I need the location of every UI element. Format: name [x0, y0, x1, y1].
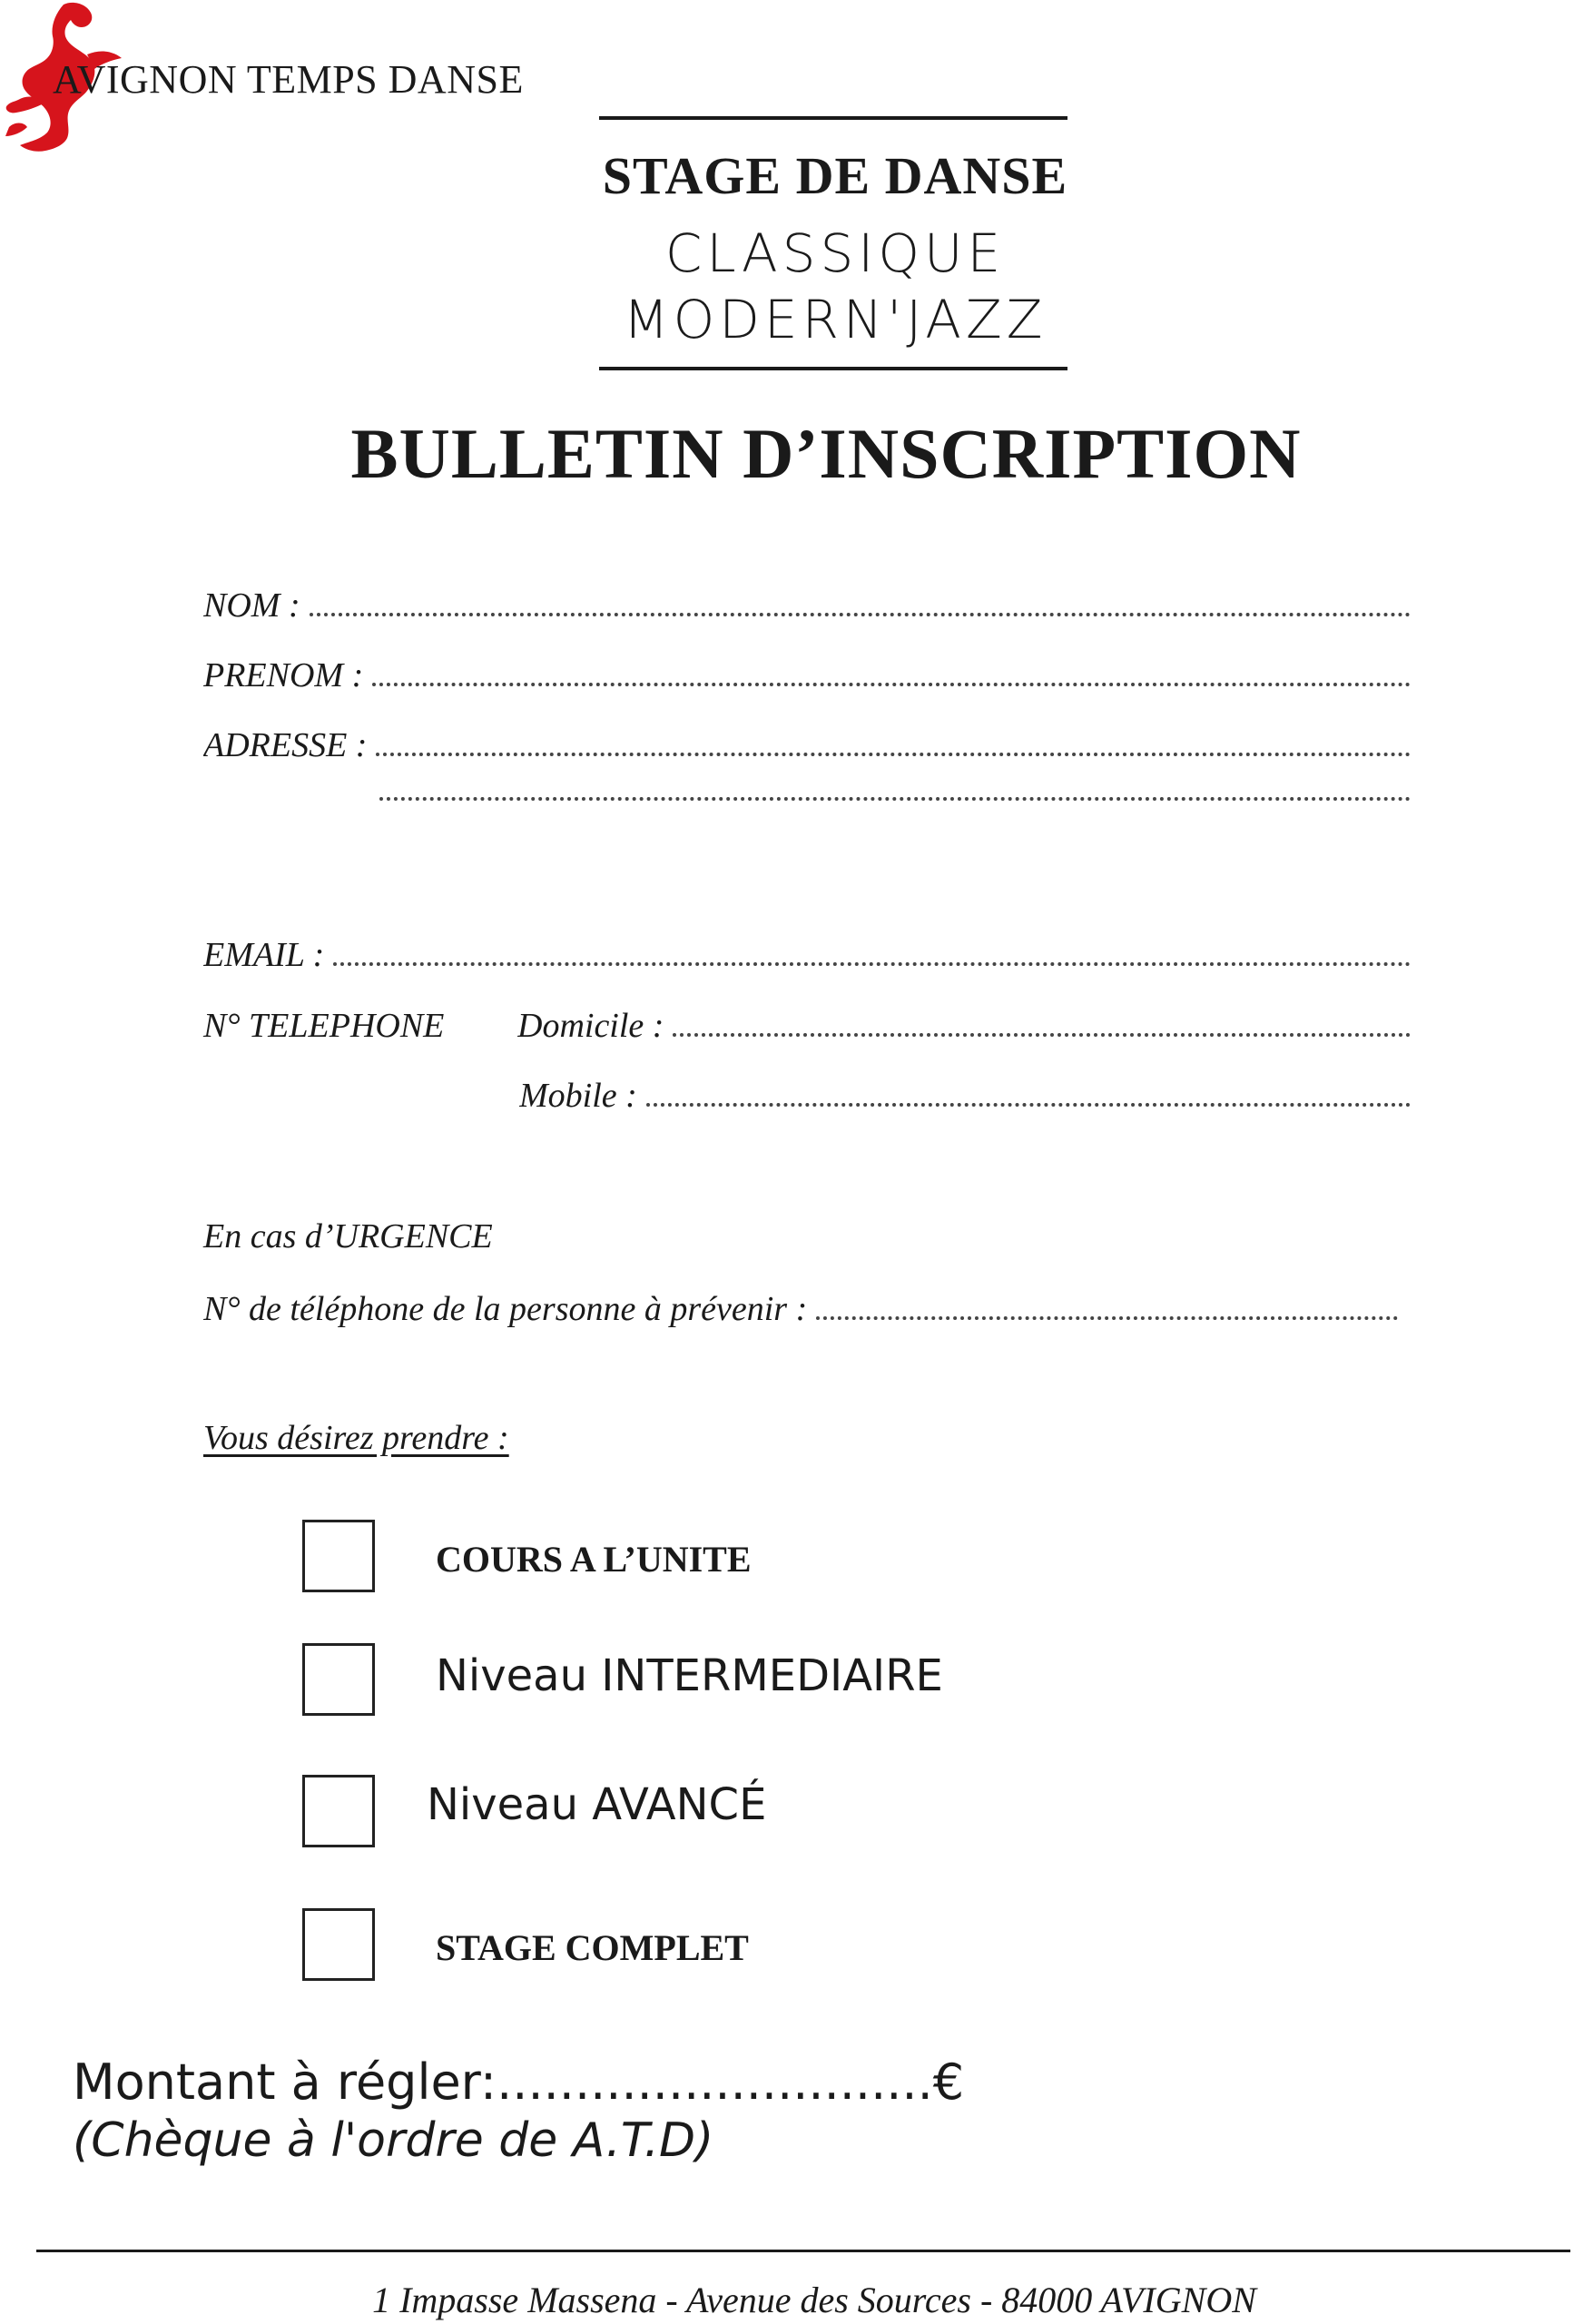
email-label: EMAIL : — [203, 936, 325, 974]
style-classique: CLASSIQUE — [664, 222, 1006, 284]
amount-label: Montant à régler: — [73, 2053, 497, 2111]
email-field[interactable] — [203, 935, 1411, 975]
header-top-rule — [599, 116, 1067, 120]
footer-address: 1 Impasse Massena - Avenue des Sources - 84000 AVIGNON — [372, 2280, 1256, 2320]
prenom-label: PRENOM : — [203, 656, 364, 694]
form-title: BULLETIN D’INSCRIPTION — [350, 414, 1302, 493]
prenom-field[interactable] — [203, 655, 1411, 695]
mobile-fill-line[interactable] — [646, 1101, 1411, 1107]
stage-complet-label: STAGE COMPLET — [436, 1927, 749, 1968]
adresse-line-2[interactable] — [379, 795, 1411, 806]
urgence-phone-fill-line[interactable] — [816, 1315, 1398, 1320]
nom-label: NOM : — [203, 586, 300, 625]
niveau-intermediaire-checkbox[interactable] — [302, 1643, 375, 1716]
cheque-note: (Chèque à l'ordre de A.T.D) — [73, 2113, 714, 2168]
urgence-phone-label: N° de téléphone de la personne à prévenir : — [203, 1290, 808, 1328]
amount-line[interactable] — [73, 2053, 964, 2111]
nom-field[interactable] — [203, 586, 1411, 625]
cours-unite-label: COURS A L’UNITE — [436, 1539, 752, 1580]
choice-prompt: Vous désirez prendre : — [203, 1419, 509, 1457]
currency-symbol: € — [932, 2053, 965, 2111]
header-bottom-rule — [599, 367, 1067, 370]
style-modern-jazz: MODERN'JAZZ — [623, 289, 1048, 350]
mobile-label: Mobile : — [519, 1077, 637, 1115]
cours-unite-checkbox[interactable] — [302, 1520, 375, 1592]
adresse-fill-line-2[interactable] — [379, 795, 1411, 801]
adresse-fill-line[interactable] — [376, 751, 1411, 756]
adresse-field[interactable] — [203, 725, 1411, 765]
brand-name: AVIGNON TEMPS DANSE — [53, 57, 524, 102]
stage-complet-checkbox[interactable] — [302, 1908, 375, 1981]
niveau-avance-checkbox[interactable] — [302, 1775, 375, 1847]
mobile-field[interactable] — [519, 1076, 1411, 1116]
niveau-avance-label: Niveau AVANCÉ — [427, 1779, 767, 1830]
stage-title: STAGE DE DANSE — [602, 146, 1068, 205]
prenom-fill-line[interactable] — [372, 681, 1411, 686]
footer-rule — [36, 2250, 1570, 2252]
telephone-label: N° TELEPHONE — [203, 1007, 445, 1045]
amount-fill-line[interactable]: ............................ — [497, 2053, 933, 2111]
adresse-label: ADRESSE : — [203, 726, 368, 764]
domicile-fill-line[interactable] — [673, 1031, 1411, 1037]
nom-fill-line[interactable] — [310, 611, 1411, 616]
domicile-field[interactable] — [517, 1006, 1411, 1046]
urgence-phone-field[interactable] — [203, 1289, 1398, 1329]
urgence-heading: En cas d’URGENCE — [203, 1217, 493, 1256]
email-fill-line[interactable] — [333, 960, 1411, 966]
niveau-intermediaire-label: Niveau INTERMEDIAIRE — [436, 1650, 943, 1701]
domicile-label: Domicile : — [517, 1007, 664, 1045]
